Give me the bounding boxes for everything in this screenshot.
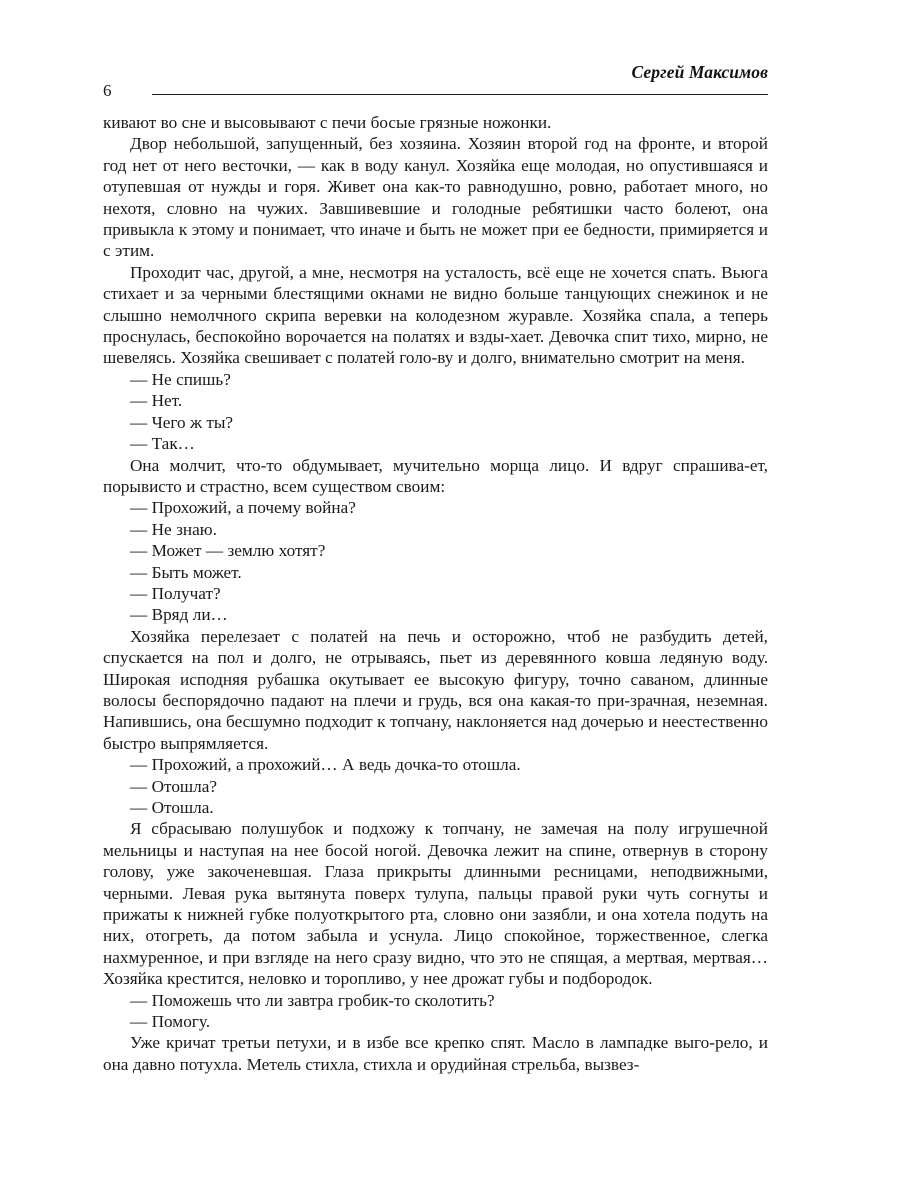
dialogue-line: — Прохожий, а прохожий… А ведь дочка-то отошла. (130, 755, 521, 775)
dialogue-line: — Поможешь что ли завтра гробик-то сколотить? (130, 990, 495, 1010)
dialogue-line: — Быть может. (130, 562, 242, 582)
dialogue-line: — Так… (130, 434, 195, 454)
body-text-block (103, 112, 768, 1075)
paragraph: Проходит час, другой, а мне, несмотря на усталость, всё еще не хочется спать. Вьюга стихает и за черными блестящими окнами не видно больше танцующих снежинок и не слышно немолчного скрипа веревки на колодезном журавле. Хозяйка спала, а теперь проснулась, беспокойно ворочается на полатях и взды-хает. Девочка спит тихо, мирно, не шевелясь. Хозяйка свешивает с полатей голо-ву и долго, внимательно смотрит на меня. (103, 262, 768, 368)
paragraph: Двор небольшой, запущенный, без хозяина. Хозяин второй год на фронте, и второй год нет от него весточки, — как в воду канул. Хозяйка еще молодая, но опустившаяся и отупевшая от нужды и горя. Живет она как-то равнодушно, ровно, работает много, но нехотя, словно на чужих. Завшивевшие и голодные ребятишки часто болеют, она привыкла к этому и понимает, что иначе и быть не может при ее бедности, примиряется и с этим. (103, 134, 768, 261)
running-head-author: Сергей Максимов (631, 62, 768, 82)
running-head-rule (152, 94, 768, 95)
dialogue-line: — Может — землю хотят? (130, 541, 326, 561)
running-head (103, 62, 768, 104)
page-number: 6 (103, 81, 112, 100)
dialogue-line: — Вряд ли… (130, 605, 228, 625)
paragraph: Я сбрасываю полушубок и подхожу к топчану, не замечая на полу игрушечной мельницы и наступая на нее босой ногой. Девочка лежит на спине, отвернув в сторону голову, уже закоченевшая. Глаза прикрыты длинными ресницами, неподвижными, черными. Левая рука вытянута поверх тулупа, пальцы правой руки чуть согнуты и прижаты к нижней губке полуоткрытого рта, словно они зазябли, и она хотела подуть на них, отогреть, да потом забыла и уснула. Лицо спокойное, торжественное, слегка нахмуренное, и при взгляде на него сразу видно, что это не спящая, а мертвая, мертвая… Хозяйка крестится, неловко и торопливо, у нее дрожат губы и подбородок. (103, 819, 768, 989)
dialogue-line: — Получат? (130, 583, 221, 603)
dialogue-line: — Помогу. (130, 1012, 211, 1032)
dialogue-line: — Не знаю. (130, 519, 217, 539)
paragraph: Хозяйка перелезает с полатей на печь и осторожно, чтоб не разбудить детей, спускается на пол и долго, не отрываясь, пьет из деревянного ковша ледяную воду. Широкая исподняя рубашка окутывает ее высокую фигуру, точно саваном, длинные волосы беспорядочно падают на плечи и грудь, вся она какая-то при-зрачная, неземная. Напившись, она бесшумно подходит к топчану, наклоняется над дочерью и неестественно быстро выпрямляется. (103, 626, 768, 753)
dialogue-line: — Нет. (130, 391, 183, 411)
dialogue-line: — Отошла? (130, 776, 218, 796)
paragraph: Уже кричат третьи петухи, и в избе все крепко спят. Масло в лампадке выго-рело, и она давно потухла. Метель стихла, стихла и орудийная стрельба, вызвез- (103, 1033, 768, 1074)
dialogue-line: — Отошла. (130, 798, 214, 817)
dialogue-line: — Не спишь? (130, 369, 231, 389)
dialogue-line: — Прохожий, а почему война? (130, 498, 356, 518)
dialogue-line: — Чего ж ты? (130, 412, 234, 432)
paragraph-continuation: кивают во сне и высовывают с печи босые грязные ножонки. (103, 113, 552, 132)
paragraph: Она молчит, что-то обдумывает, мучительно морща лицо. И вдруг спрашива-ет, порывисто и страстно, всем существом своим: (103, 455, 768, 496)
